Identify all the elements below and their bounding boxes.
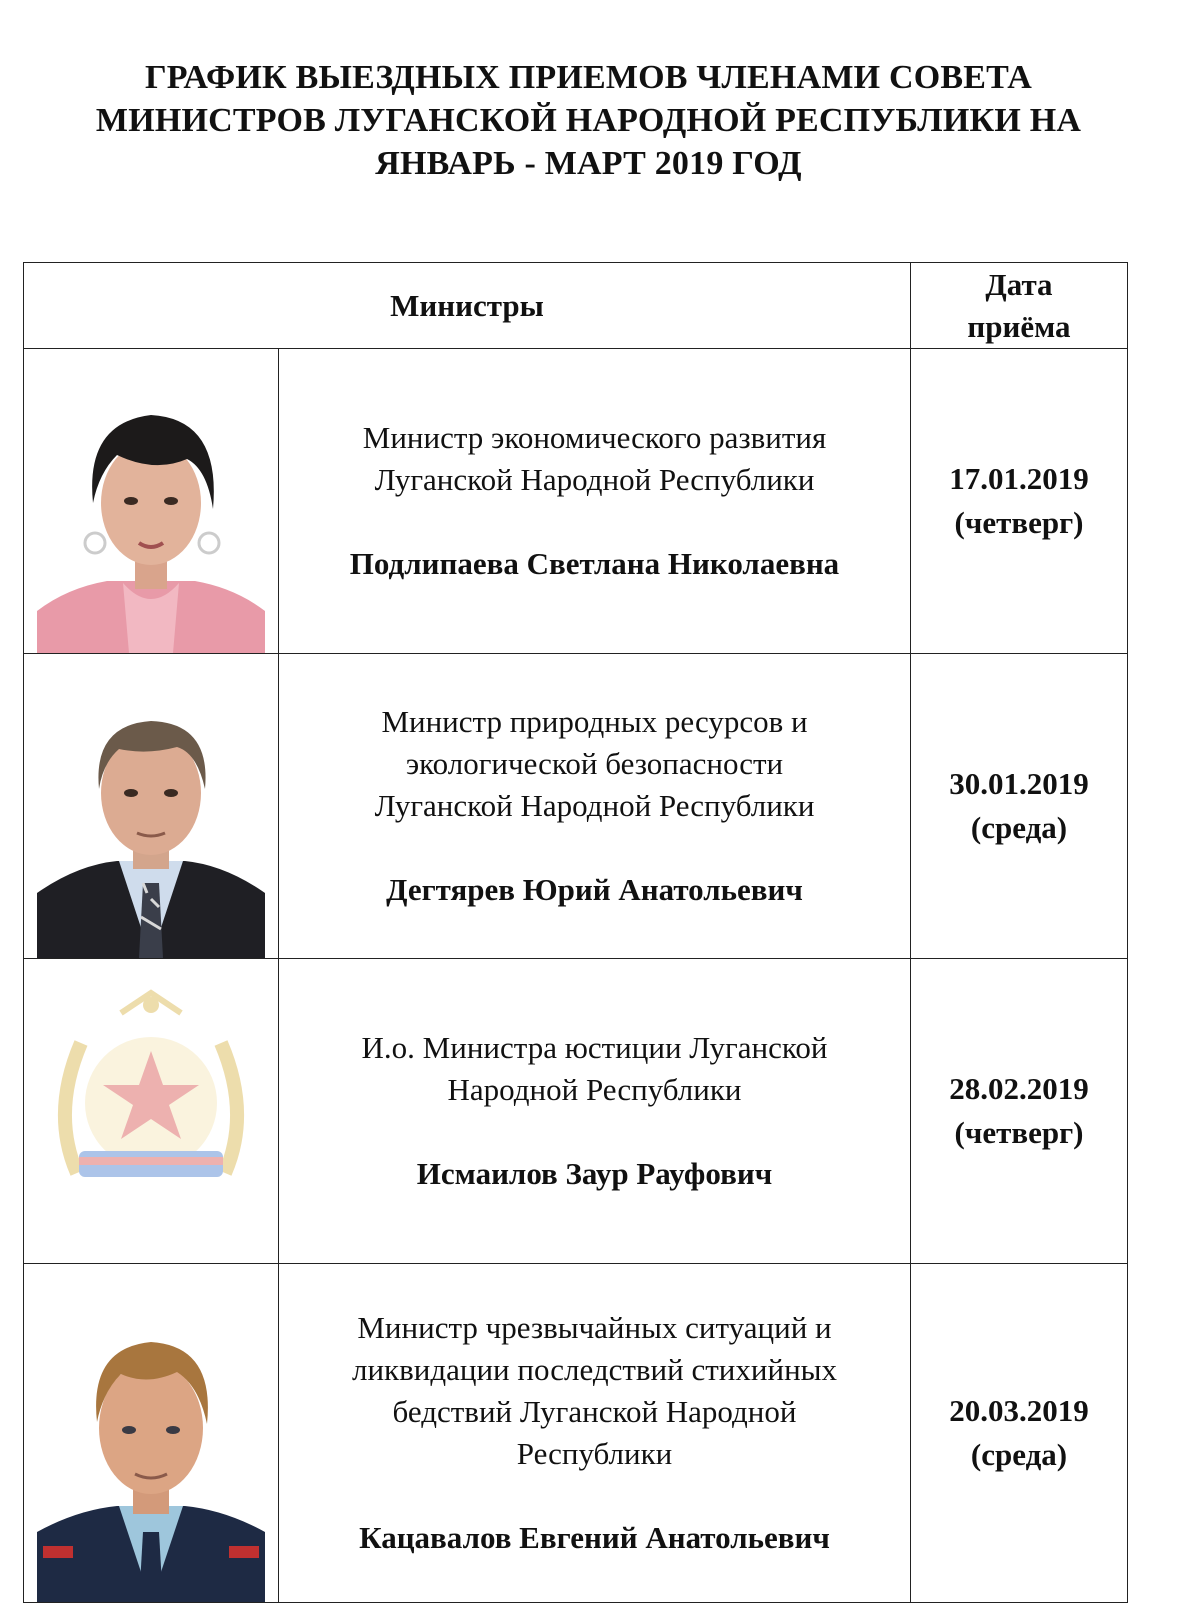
weekday-value: (четверг) [954,1115,1084,1150]
date-value: 17.01.2019 [949,461,1089,496]
minister-name: Кацавалов Евгений Анатольевич [359,1520,830,1555]
table-row [24,349,1128,654]
reception-date [911,1264,1128,1603]
reception-date [911,654,1128,959]
coat-of-arms-emblem-icon [37,973,265,1253]
minister-position: Министр экономического развития Луганской Народной Республики [362,420,827,497]
weekday-value: (среда) [970,810,1068,845]
date-value: 28.02.2019 [949,1071,1089,1106]
header-date-line-1: Дата [985,266,1053,302]
header-date-line-2: приёма [967,308,1071,344]
title-line-3: ЯНВАРЬ - МАРТ 2019 ГОД [375,145,802,182]
minister-name: Подлипаева Светлана Николаевна [349,546,840,581]
photo-cell [24,1264,279,1603]
man-portrait-uniform-photo [37,1302,265,1602]
minister-position: И.о. Министра юстиции Луганской Народной Республики [361,1030,828,1107]
header-ministers: Министры [24,263,911,349]
date-value: 30.01.2019 [949,766,1089,801]
man-portrait-suit-photo [37,693,265,958]
schedule-table [23,262,1128,1603]
title-line-2: МИНИСТРОВ ЛУГАНСКОЙ НАРОДНОЙ РЕСПУБЛИКИ НА [95,102,1082,139]
minister-info [279,959,911,1264]
title-line-1: ГРАФИК ВЫЕЗДНЫХ ПРИЕМОВ ЧЛЕНАМИ СОВЕТА [144,59,1033,96]
table-row [24,654,1128,959]
weekday-value: (четверг) [954,505,1084,540]
table-row [24,959,1128,1264]
document-title [0,56,1177,185]
date-value: 20.03.2019 [949,1393,1089,1428]
minister-position: Министр чрезвычайных ситуаций и ликвидации последствий стихийных бедствий Луганской Народной Республики [352,1310,837,1471]
photo-cell [24,959,279,1264]
header-date [911,263,1128,349]
minister-name: Дегтярев Юрий Анатольевич [386,872,803,907]
table-header-row [24,263,1128,349]
woman-portrait-photo [37,383,265,653]
minister-info [279,349,911,654]
minister-info [279,1264,911,1603]
reception-date [911,959,1128,1264]
minister-position: Министр природных ресурсов и экологической безопасности Луганской Народной Республики [374,704,815,823]
photo-cell [24,349,279,654]
minister-name: Исмаилов Заур Рауфович [416,1156,773,1191]
reception-date [911,349,1128,654]
photo-cell [24,654,279,959]
weekday-value: (среда) [970,1437,1068,1472]
minister-info [279,654,911,959]
table-row [24,1264,1128,1603]
